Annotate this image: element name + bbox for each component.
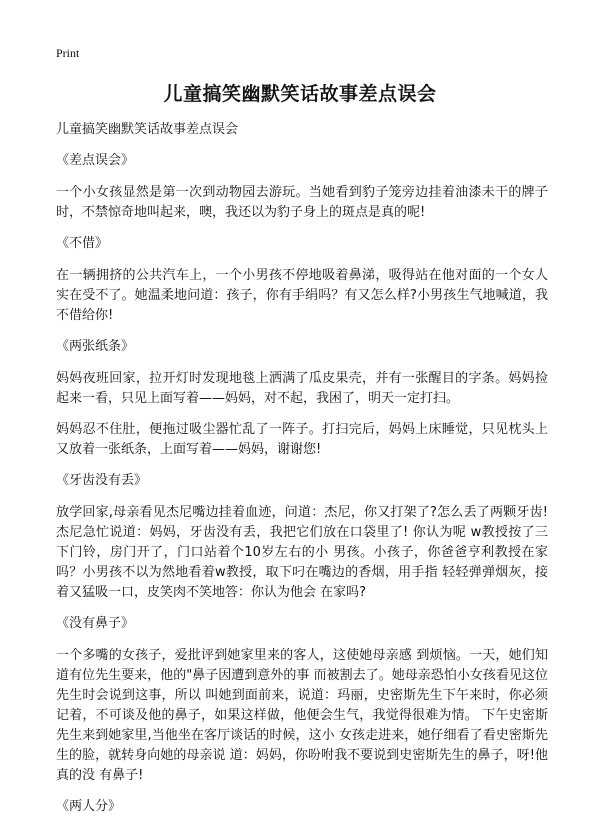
- section-paragraph: 在一辆拥挤的公共汽车上，一个小男孩不停地吸着鼻涕，吸得站在他对面的一个女人实在受不了。她温柔地问道：孩子，你有手绢吗？有又怎么样?小男孩生气地喊道，我不借给你!: [56, 268, 548, 323]
- section-paragraph: 妈妈夜班回家，拉开灯时发现地毯上洒满了瓜皮果壳，并有一张醒目的字条。妈妈捡起来一看，只见上面写着——妈妈，对不起，我困了，明天一定打扫。: [56, 371, 548, 406]
- section-heading: 《差点误会》: [56, 153, 135, 168]
- document-title: 儿童搞笑幽默笑话故事差点误会: [163, 83, 437, 105]
- section-heading: 《两张纸条》: [56, 339, 135, 354]
- document-body: [56, 120, 548, 829]
- section-paragraph: 妈妈忍不住肚，便拖过吸尘器忙乱了一阵子。打扫完后，妈妈上床睡觉，只见枕头上又放着一张纸条，上面写着——妈妈，谢谢您!: [56, 422, 548, 457]
- section-paragraph: 放学回家,母亲看见杰尼嘴边挂着血迹，问道：杰尼，你又打架了?怎么丢了两颗牙齿! 杰尼急忙说道：妈妈，牙齿没有丢，我把它们放在口袋里了! 你认为呢 w教授按了三下门铃，房门开了，门口站着个10岁左右的小 男孩。小孩子，你爸爸亨利教授在家吗？小男孩不以为然地看着w教授，取下叼在嘴边的香烟，用手指 轻轻弹弹烟灰，接着又猛吸一口，皮笑肉不笑地答：你认为他会 在家吗?: [56, 505, 548, 600]
- section-heading: 《不借》: [56, 236, 109, 251]
- document-subtitle: 儿童搞笑幽默笑话故事差点误会: [56, 122, 239, 137]
- section-paragraph: 一个小女孩显然是第一次到动物园去游玩。当她看到豹子笼旁边挂着油漆未干的牌子时，不禁惊奇地叫起来，噢，我还以为豹子身上的斑点是真的呢!: [56, 185, 548, 220]
- section-heading: 《两人分》: [56, 799, 122, 814]
- section-heading: 《没有鼻子》: [56, 616, 135, 631]
- print-link[interactable]: Print: [56, 46, 80, 60]
- section-heading: 《牙齿没有丢》: [56, 473, 148, 488]
- section-paragraph: 一个多嘴的女孩子，爱批评到她家里来的客人，这使她母亲感 到烦恼。一天，她们知道有位先生要来，他的"鼻子因遭到意外的事 而被割去了。她母亲恐怕小女孩看见这位先生时会说到这事，所以 叫她到面前来，说道：玛丽，史密斯先生下午来时，你必须记着，不可谈及他的鼻子，如果这样做，他便会生气，我觉得很难为情。 下午史密斯先生来到她家里,当他坐在客厅谈话的时候，这小 女孩走进来，她仔细看了看史密斯先生的脸，就转身向她的母亲说 道：妈妈，你吩咐我不要说到史密斯先生的鼻子，呀!他真的没 有鼻子!: [56, 648, 548, 783]
